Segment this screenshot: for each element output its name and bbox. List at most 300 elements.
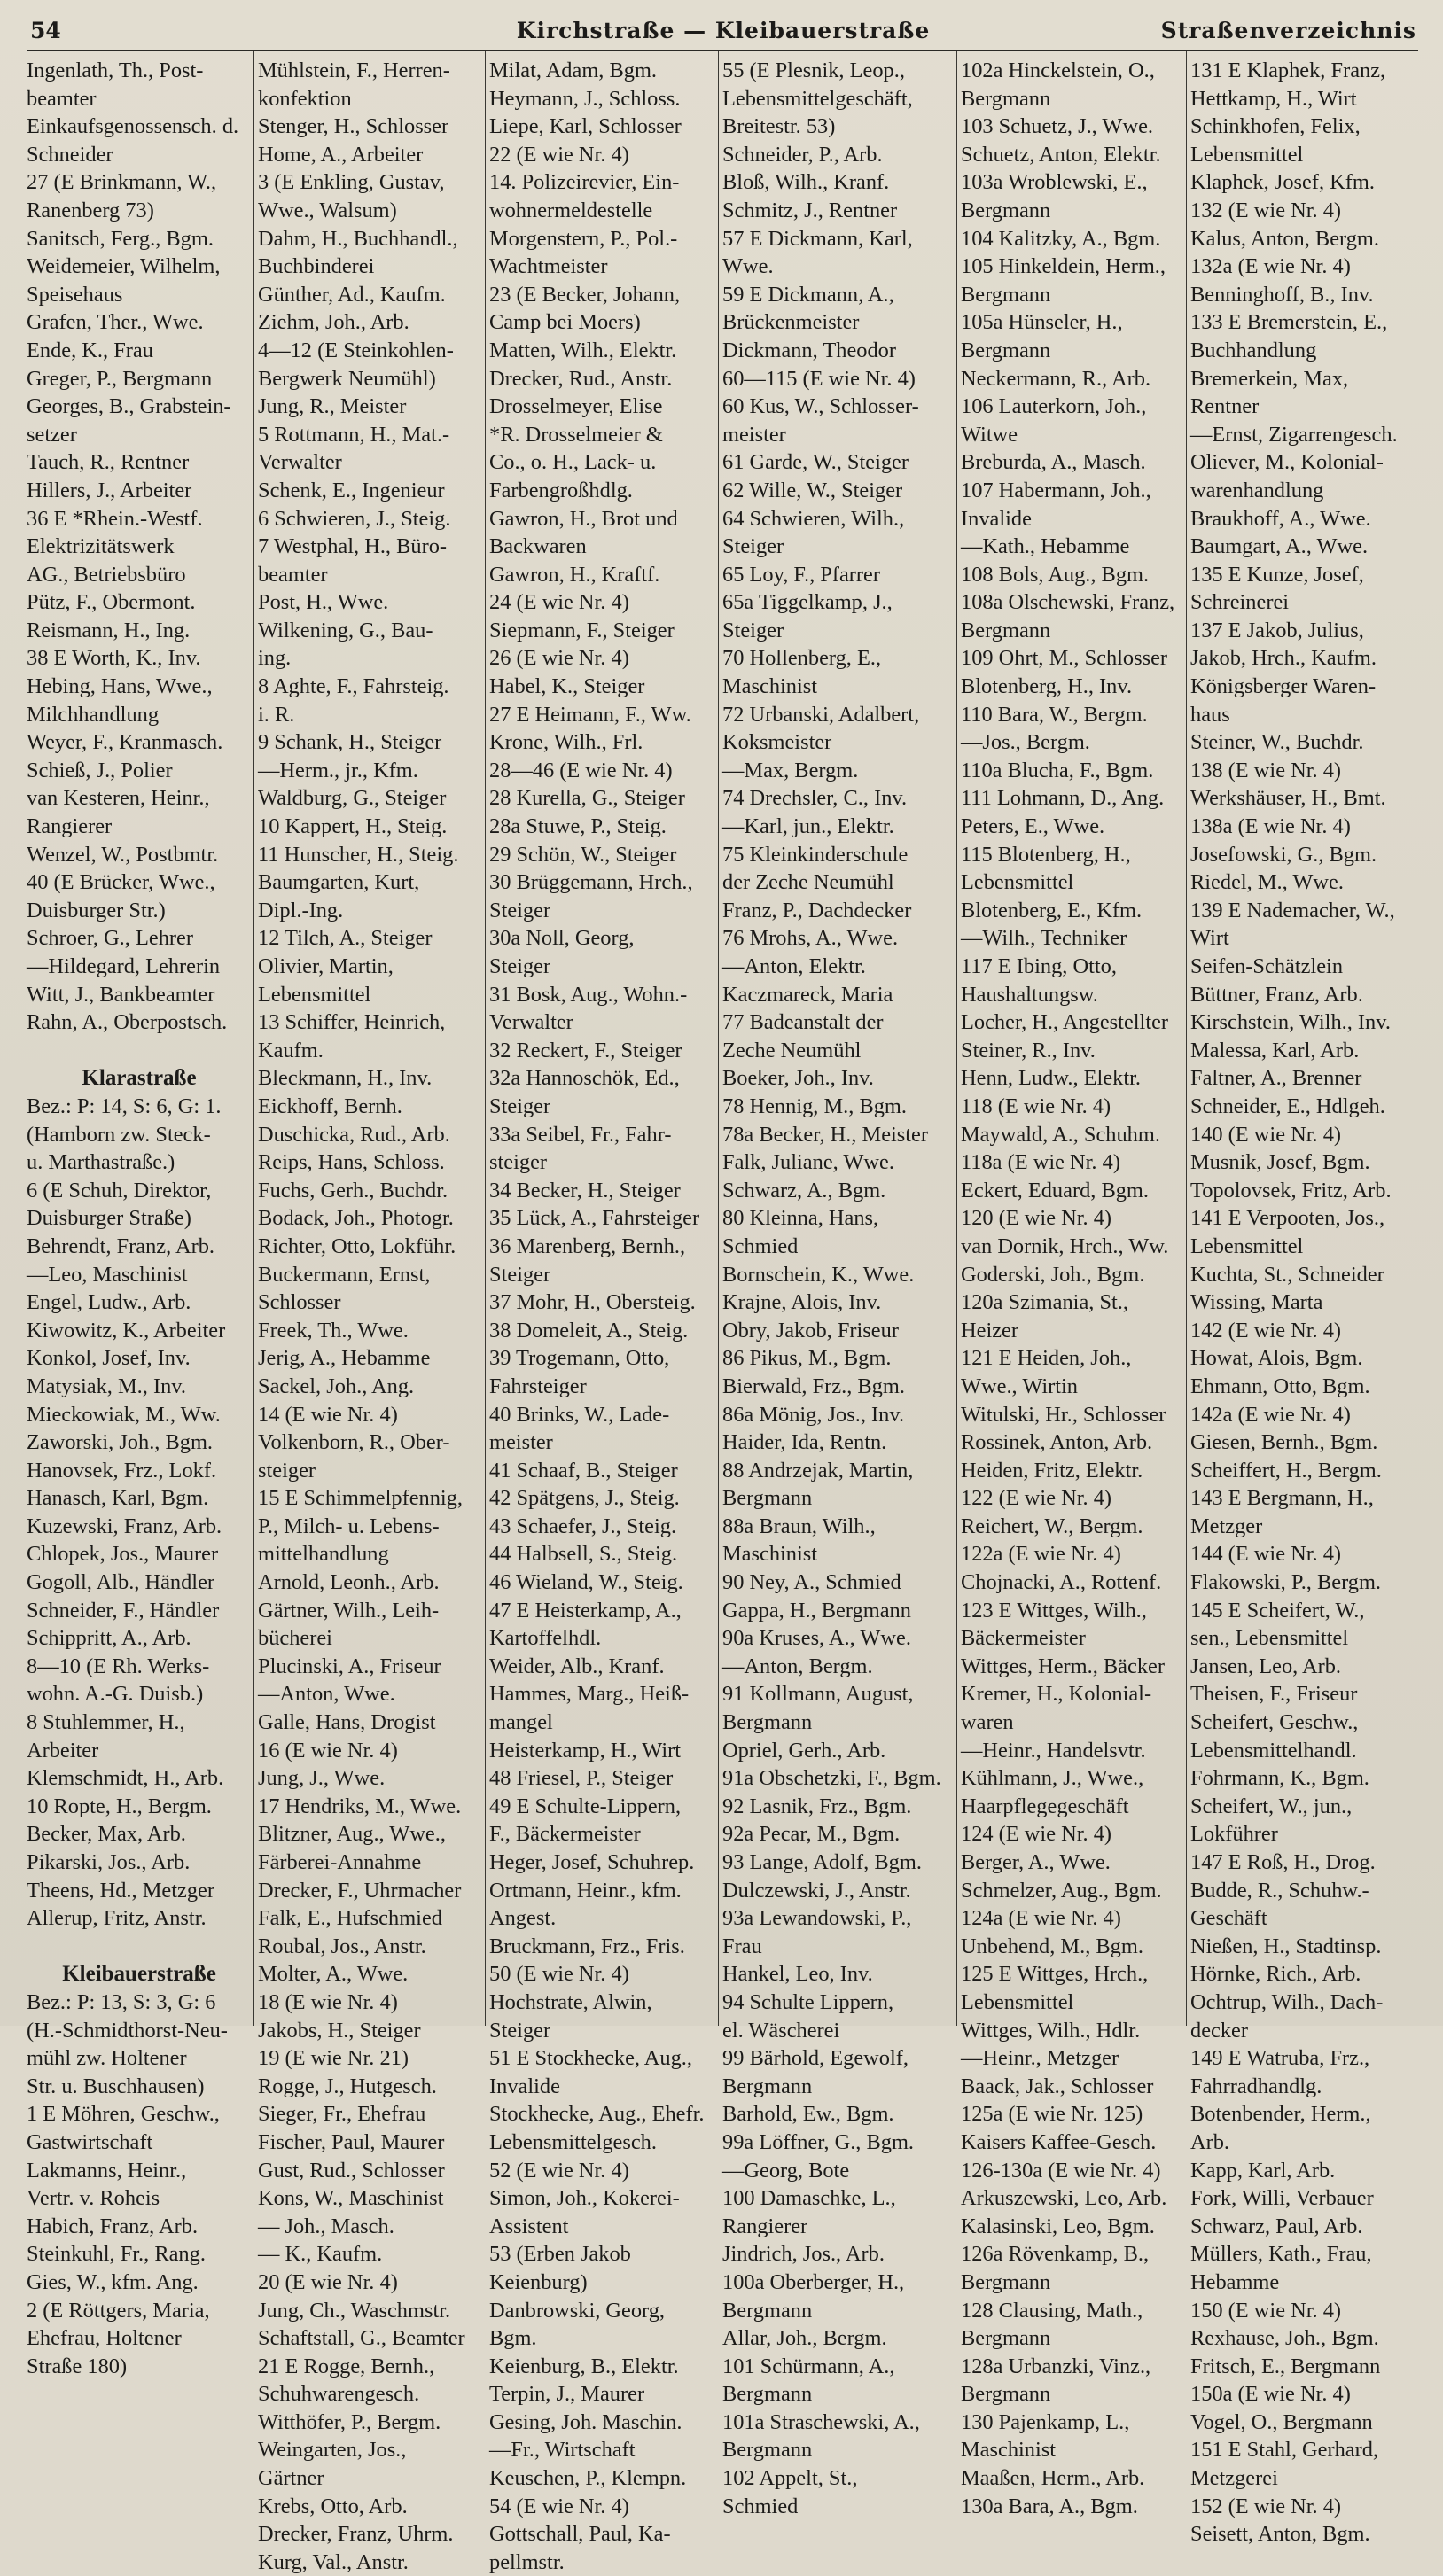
directory-line: Sackel, Joh., Ang.	[258, 1374, 415, 1398]
directory-line: Schinkhofen, Felix,	[1190, 114, 1361, 139]
directory-line: —Anton, Wwe.	[258, 1682, 395, 1707]
street-heading: Kleibauerstraße	[62, 1962, 216, 1987]
column-divider	[1186, 51, 1187, 2026]
directory-line: Chlopek, Jos., Maurer	[27, 1542, 219, 1567]
directory-line: AG., Betriebsbüro	[27, 562, 186, 587]
directory-line: 8 Stuhlemmer, H.,	[27, 1710, 185, 1735]
directory-line: 139 E Nademacher, W.,	[1190, 898, 1395, 922]
directory-line: 151 E Stahl, Gerhard,	[1190, 2438, 1379, 2463]
directory-line: Gesing, Joh. Maschin.	[489, 2409, 682, 2434]
directory-line: Franz, P., Dachdecker	[722, 898, 912, 922]
page-number: 54	[30, 18, 61, 43]
directory-line: Theisen, F., Friseur	[1190, 1682, 1358, 1707]
directory-line: 47 E Heisterkamp, A.,	[489, 1598, 682, 1623]
directory-line: Musnik, Josef, Bgm.	[1190, 1150, 1370, 1175]
header-rule	[27, 50, 1418, 51]
directory-line: Wissing, Marta	[1190, 1290, 1323, 1315]
directory-line: Buchhandlung	[1190, 338, 1317, 362]
directory-line: Kapp, Karl, Arb.	[1190, 2158, 1336, 2183]
directory-line: 126-130a (E wie Nr. 4)	[961, 2158, 1161, 2183]
directory-line: Galle, Hans, Drogist	[258, 1710, 436, 1735]
directory-line: 93 Lange, Adolf, Bgm.	[722, 1850, 922, 1874]
directory-line: Dahm, H., Buchhandl.,	[258, 226, 458, 251]
directory-line: Fritsch, E., Bergmann	[1190, 2354, 1381, 2378]
directory-line: Lebensmittel	[258, 982, 371, 1007]
directory-line: Arkuszewski, Leo, Arb.	[961, 2186, 1167, 2211]
directory-line: 22 (E wie Nr. 4)	[489, 142, 629, 167]
directory-line: 115 Blotenberg, H.,	[961, 842, 1131, 867]
directory-line: —Heinr., Handelsvtr.	[961, 1738, 1146, 1763]
directory-line: —Karl, jun., Elektr.	[722, 814, 894, 839]
directory-line: Steiger	[722, 534, 784, 559]
directory-line: i. R.	[258, 702, 295, 727]
directory-line: haus	[1190, 702, 1230, 727]
directory-line: Breburda, A., Masch.	[961, 450, 1146, 475]
directory-line: Waldburg, G., Steiger	[258, 786, 447, 811]
directory-line: 103 Schuetz, J., Wwe.	[961, 114, 1153, 139]
directory-line: Bergmann	[961, 618, 1051, 642]
directory-line: Dickmann, Theodor	[722, 338, 896, 362]
directory-line: Konkol, Josef, Inv.	[27, 1346, 191, 1371]
directory-line: 32a Hannoschök, Ed.,	[489, 1066, 680, 1091]
directory-line: 40 (E Brücker, Wwe.,	[27, 870, 215, 895]
directory-line: — Joh., Masch.	[258, 2214, 394, 2238]
directory-line: Schlosser	[258, 1290, 341, 1315]
directory-line: 62 Wille, W., Steiger	[722, 478, 903, 502]
directory-line: 14 (E wie Nr. 4)	[258, 1402, 398, 1427]
directory-line: Danbrowski, Georg,	[489, 2298, 666, 2323]
directory-line: Kaczmareck, Maria	[722, 982, 893, 1007]
directory-line: 76 Mrohs, A., Wwe.	[722, 926, 899, 951]
directory-line: 92a Pecar, M., Bgm.	[722, 1822, 901, 1847]
directory-line: Georges, B., Grabstein-	[27, 394, 231, 419]
directory-line: Terpin, J., Maurer	[489, 2382, 645, 2407]
directory-line: 120 (E wie Nr. 4)	[961, 1206, 1112, 1231]
directory-line: P., Milch- u. Lebens-	[258, 1514, 440, 1538]
directory-line: der Zeche Neumühl	[722, 870, 894, 895]
directory-line: 99 Bärhold, Egewolf,	[722, 2046, 909, 2071]
directory-line: Baumgarten, Kurt,	[258, 870, 420, 895]
directory-line: Lebensmittelgesch.	[489, 2129, 657, 2154]
directory-line: Schuetz, Anton, Elektr.	[961, 142, 1161, 167]
directory-line: van Dornik, Hrch., Ww.	[961, 1234, 1169, 1258]
directory-line: 49 E Schulte-Lippern,	[489, 1794, 682, 1818]
directory-line: Hillers, J., Arbeiter	[27, 478, 192, 502]
directory-line: 124 (E wie Nr. 4)	[961, 1822, 1112, 1847]
directory-line: 138a (E wie Nr. 4)	[1190, 814, 1351, 839]
page-title: Kirchstraße — Kleibauerstraße	[516, 18, 931, 43]
directory-line: Witwe	[961, 422, 1018, 447]
directory-line: Steiger	[489, 898, 551, 922]
directory-line: Stenger, H., Schlosser	[258, 114, 449, 139]
directory-line: Koksmeister	[722, 730, 832, 755]
directory-line: Obry, Jakob, Friseur	[722, 1318, 899, 1342]
directory-line: Fork, Willi, Verbauer	[1190, 2186, 1374, 2211]
directory-line: Bez.: P: 14, S: 6, G: 1.	[27, 1093, 222, 1118]
directory-line: Bergmann	[722, 1710, 813, 1735]
directory-line: Mieckowiak, M., Ww.	[27, 1402, 221, 1427]
directory-line: 5 Rottmann, H., Mat.-	[258, 422, 450, 447]
directory-line: Schmitz, J., Rentner	[722, 198, 898, 222]
directory-line: 36 Marenberg, Bernh.,	[489, 1234, 686, 1258]
directory-line: Wwe., Walsum)	[258, 198, 397, 222]
directory-line: 138 (E wie Nr. 4)	[1190, 758, 1342, 782]
directory-line: 10 Ropte, H., Bergm.	[27, 1794, 212, 1818]
directory-line: Baumgart, A., Wwe.	[1190, 534, 1369, 559]
directory-line: 133 E Bremerstein, E.,	[1190, 310, 1388, 335]
directory-line: Steiger	[489, 2018, 551, 2043]
directory-line: Roubal, Jos., Anstr.	[258, 1934, 426, 1958]
directory-line: 107 Habermann, Joh.,	[961, 478, 1151, 502]
directory-line: ing.	[258, 646, 292, 671]
directory-line: Budde, R., Schuhw.-	[1190, 1878, 1369, 1903]
directory-line: Blitzner, Aug., Wwe.,	[258, 1822, 446, 1847]
directory-line: Milchhandlung	[27, 702, 160, 727]
directory-line: Engel, Ludw., Arb.	[27, 1290, 191, 1315]
directory-line: Bremerkein, Max,	[1190, 366, 1349, 391]
directory-line: Bergmann	[722, 2438, 813, 2463]
directory-line: Blotenberg, E., Kfm.	[961, 898, 1143, 922]
directory-line: 30 Brüggemann, Hrch.,	[489, 870, 693, 895]
directory-line: Ende, K., Frau	[27, 338, 153, 362]
directory-line: Henn, Ludw., Elektr.	[961, 1066, 1141, 1091]
directory-line: Kuzewski, Franz, Arb.	[27, 1514, 222, 1538]
directory-line: Bruckmann, Frz., Fris.	[489, 1934, 685, 1958]
directory-line: Braukhoff, A., Wwe.	[1190, 506, 1371, 531]
directory-line: 30a Noll, Georg,	[489, 926, 635, 951]
directory-line: Schieß, J., Polier	[27, 758, 173, 782]
directory-line: Unbehend, M., Bgm.	[961, 1934, 1143, 1958]
directory-line: 144 (E wie Nr. 4)	[1190, 1542, 1342, 1567]
directory-line: Steiner, W., Buchdr.	[1190, 730, 1364, 755]
directory-line: 78a Becker, H., Meister	[722, 1122, 929, 1147]
directory-line: Jansen, Leo, Arb.	[1190, 1654, 1342, 1678]
directory-line: 65a Tiggelkamp, J.,	[722, 590, 893, 615]
directory-line: 100 Damaschke, L.,	[722, 2186, 896, 2211]
directory-line: bücherei	[258, 1626, 332, 1651]
directory-line: 124a (E wie Nr. 4)	[961, 1906, 1121, 1931]
directory-line: Wirt	[1190, 926, 1229, 951]
directory-line: —Herm., jr., Kfm.	[258, 758, 418, 782]
directory-line: Baack, Jak., Schlosser	[961, 2074, 1154, 2098]
directory-line: Gärtner, Wilh., Leih-	[258, 1598, 440, 1623]
directory-line: Vogel, O., Bergmann	[1190, 2409, 1373, 2434]
directory-line: Richter, Otto, Lokführ.	[258, 1234, 456, 1258]
directory-line: 32 Reckert, F., Steiger	[489, 1038, 682, 1062]
directory-line: 101a Straschewski, A.,	[722, 2409, 920, 2434]
directory-line: Riedel, M., Wwe.	[1190, 870, 1344, 895]
directory-line: Stockhecke, Aug., Ehefr.	[489, 2102, 705, 2127]
directory-line: 93a Lewandowski, P.,	[722, 1906, 912, 1931]
directory-line: 74 Drechsler, C., Inv.	[722, 786, 908, 811]
directory-line: wohn. A.-G. Duisb.)	[27, 1682, 204, 1707]
directory-line: 54 (E wie Nr. 4)	[489, 2494, 629, 2518]
directory-line: Hankel, Leo, Inv.	[722, 1962, 873, 1987]
directory-line: waren	[961, 1710, 1014, 1735]
directory-line: Hettkamp, H., Wirt	[1190, 86, 1357, 111]
directory-line: Zaworski, Joh., Bgm.	[27, 1430, 214, 1455]
directory-line: Angest.	[489, 1906, 557, 1931]
directory-line: Lebensmittel	[1190, 1234, 1304, 1258]
directory-line: 90 Ney, A., Schmied	[722, 1570, 901, 1595]
directory-line: Ziehm, Joh., Arb.	[258, 310, 410, 335]
directory-line: Giesen, Bernh., Bgm.	[1190, 1430, 1378, 1455]
directory-line: beamter	[258, 562, 328, 587]
directory-line: Bergmann	[961, 338, 1051, 362]
directory-line: Färberei-Annahme	[258, 1850, 422, 1874]
directory-line: 6 Schwieren, J., Steig.	[258, 506, 451, 531]
directory-line: Kons, W., Maschinist	[258, 2186, 444, 2211]
directory-line: Opriel, Gerh., Arb.	[722, 1738, 886, 1763]
directory-line: Bergmann	[961, 2382, 1051, 2407]
directory-line: Hanasch, Karl, Bgm.	[27, 1486, 209, 1511]
directory-line: Kuchta, St., Schneider	[1190, 1262, 1384, 1287]
directory-line: 38 Domeleit, A., Steig.	[489, 1318, 689, 1342]
directory-line: 27 E Heimann, F., Ww.	[489, 702, 691, 727]
directory-line: 28a Stuwe, P., Steig.	[489, 814, 667, 839]
directory-line: 125a (E wie Nr. 125)	[961, 2102, 1143, 2127]
directory-line: 13 Schiffer, Heinrich,	[258, 1010, 446, 1035]
directory-line: Bäckermeister	[961, 1626, 1086, 1651]
directory-line: Keienburg)	[489, 2269, 588, 2294]
directory-line: Wwe.	[722, 254, 774, 279]
directory-line: 55 (E Plesnik, Leop.,	[722, 58, 905, 82]
directory-line: Haushaltungsw.	[961, 982, 1098, 1007]
directory-line: Schneider, P., Arb.	[722, 142, 883, 167]
directory-line: konfektion	[258, 86, 352, 111]
directory-line: Maywald, A., Schuhm.	[961, 1122, 1160, 1147]
directory-line: wohnermeldestelle	[489, 198, 653, 222]
directory-line: Kalasinski, Leo, Bgm.	[961, 2214, 1155, 2238]
directory-line: Ehmann, Otto, Bgm.	[1190, 1374, 1370, 1398]
directory-line: meister	[722, 422, 786, 447]
directory-line: 50 (E wie Nr. 4)	[489, 1962, 629, 1987]
directory-line: u. Marthastraße.)	[27, 1150, 176, 1175]
directory-line: 40 Brinks, W., Lade-	[489, 1402, 670, 1427]
directory-line: Steiger	[489, 1262, 551, 1287]
directory-line: Matten, Wilh., Elektr.	[489, 338, 677, 362]
directory-line: Schneider	[27, 142, 113, 167]
directory-line: 23 (E Becker, Johann,	[489, 282, 681, 307]
directory-line: 14. Polizeirevier, Ein-	[489, 170, 680, 195]
directory-line: 6 (E Schuh, Direktor,	[27, 1178, 212, 1202]
directory-line: F., Bäckermeister	[489, 1822, 641, 1847]
directory-line: Heger, Josef, Schuhrep.	[489, 1850, 695, 1874]
directory-line: 88 Andrzejak, Martin,	[722, 1458, 914, 1483]
directory-line: Hammes, Marg., Heiß-	[489, 1682, 690, 1707]
directory-line: Nießen, H., Stadtinsp.	[1190, 1934, 1382, 1958]
directory-line: 117 E Ibing, Otto,	[961, 954, 1117, 978]
directory-line: Schneider, E., Hdlgeh.	[1190, 1093, 1385, 1118]
directory-line: 16 (E wie Nr. 4)	[258, 1738, 398, 1763]
directory-line: Seifen-Schätzlein	[1190, 954, 1344, 978]
directory-line: 77 Badeanstalt der	[722, 1010, 884, 1035]
directory-line: Schreinerei	[1190, 590, 1290, 615]
directory-line: 33a Seibel, Fr., Fahr-	[489, 1122, 672, 1147]
directory-line: Maschinist	[961, 2438, 1057, 2463]
directory-line: Scheiffert, H., Bergm.	[1190, 1458, 1382, 1483]
directory-line: Scheifert, Geschw.,	[1190, 1710, 1359, 1735]
directory-line: Howat, Alois, Bgm.	[1190, 1346, 1363, 1371]
directory-line: 108 Bols, Aug., Bgm.	[961, 562, 1150, 587]
directory-line: 101 Schürmann, A.,	[722, 2354, 895, 2378]
directory-line: 36 E *Rhein.-Westf.	[27, 506, 203, 531]
directory-line: Haider, Ida, Rentn.	[722, 1430, 887, 1455]
directory-line: —Kath., Hebamme	[961, 534, 1130, 559]
directory-line: Liepe, Karl, Schlosser	[489, 114, 682, 139]
directory-line: Elektrizitätswerk	[27, 534, 175, 559]
directory-line: —Wilh., Techniker	[961, 926, 1127, 951]
directory-line: Brückenmeister	[722, 310, 860, 335]
directory-line: Matysiak, M., Inv.	[27, 1374, 186, 1398]
directory-line: Hörnke, Rich., Arb.	[1190, 1962, 1361, 1987]
directory-line: — K., Kaufm.	[258, 2242, 383, 2267]
directory-line: Rangierer	[722, 2214, 808, 2238]
directory-line: Lebensmittelgeschäft,	[722, 86, 913, 111]
directory-line: Kremer, H., Kolonial-	[961, 1682, 1152, 1707]
directory-line: Schmelzer, Aug., Bgm.	[961, 1878, 1162, 1903]
directory-line: Simon, Joh., Kokerei-	[489, 2186, 680, 2211]
directory-line: Eickhoff, Bernh.	[258, 1093, 402, 1118]
directory-line: Hanovsek, Frz., Lokf.	[27, 1458, 217, 1483]
directory-line: Bloß, Wilh., Kranf.	[722, 170, 890, 195]
directory-line: Dipl.-Ing.	[258, 898, 344, 922]
directory-line: Barhold, Ew., Bgm.	[722, 2102, 894, 2127]
directory-line: Bgm.	[489, 2326, 537, 2351]
directory-line: Falk, E., Hufschmied	[258, 1906, 442, 1931]
directory-line: Bez.: P: 13, S: 3, G: 6	[27, 1989, 216, 2014]
directory-line: mühl zw. Holtener	[27, 2046, 187, 2071]
directory-line: Home, A., Arbeiter	[258, 142, 424, 167]
directory-line: 37 Mohr, H., Obersteig.	[489, 1290, 696, 1315]
directory-line: Volkenborn, R., Ober-	[258, 1430, 450, 1455]
directory-line: Gawron, H., Brot und	[489, 506, 678, 531]
directory-line: Drecker, Rud., Anstr.	[489, 366, 673, 391]
directory-line: Wwe., Wirtin	[961, 1374, 1079, 1398]
directory-line: 99a Löffner, G., Bgm.	[722, 2129, 915, 2154]
directory-line: 102a Hinckelstein, O.,	[961, 58, 1155, 82]
directory-line: Wittges, Herm., Bäcker	[961, 1654, 1165, 1678]
directory-line: Schroer, G., Lehrer	[27, 926, 193, 951]
directory-line: —Heinr., Metzger	[961, 2046, 1119, 2071]
directory-line: warenhandlung	[1190, 478, 1324, 502]
directory-line: Oliever, M., Kolonial-	[1190, 450, 1384, 475]
directory-line: 51 E Stockhecke, Aug.,	[489, 2046, 692, 2071]
directory-line: Mühlstein, F., Herren-	[258, 58, 450, 82]
directory-line: 28 Kurella, G., Steiger	[489, 786, 685, 811]
directory-line: 100a Oberberger, H.,	[722, 2269, 905, 2294]
directory-line: 145 E Scheifert, W.,	[1190, 1598, 1365, 1623]
directory-line: 88a Braun, Wilh.,	[722, 1514, 876, 1538]
directory-line: Allar, Joh., Bergm.	[722, 2326, 887, 2351]
directory-line: Königsberger Waren-	[1190, 674, 1377, 699]
directory-line: Duschicka, Rud., Arb.	[258, 1122, 450, 1147]
directory-line: Weingarten, Jos.,	[258, 2438, 407, 2463]
directory-line: Tauch, R., Rentner	[27, 450, 190, 475]
directory-line: 111 Lohmann, D., Ang.	[961, 786, 1165, 811]
directory-line: Goderski, Joh., Bgm.	[961, 1262, 1145, 1287]
directory-line: 135 E Kunze, Josef,	[1190, 562, 1364, 587]
directory-line: 103a Wroblewski, E.,	[961, 170, 1148, 195]
directory-line: Schmied	[722, 1234, 799, 1258]
directory-line: 105a Hünseler, H.,	[961, 310, 1123, 335]
directory-line: Pikarski, Jos., Arb.	[27, 1850, 191, 1874]
directory-line: Keienburg, B., Elektr.	[489, 2354, 679, 2378]
directory-line: pellmstr.	[489, 2549, 565, 2574]
column-divider	[485, 51, 486, 2026]
directory-line: Krajne, Alois, Inv.	[722, 1290, 882, 1315]
directory-line: Neckermann, R., Arb.	[961, 366, 1151, 391]
directory-line: Bornschein, K., Wwe.	[722, 1262, 915, 1287]
directory-line: Bergmann	[722, 2382, 813, 2407]
directory-line: 8 Aghte, F., Fahrsteig.	[258, 674, 449, 699]
directory-line: Wittges, Wilh., Hdlr.	[961, 2018, 1141, 2043]
directory-line: Ochtrup, Wilh., Dach-	[1190, 1989, 1384, 2014]
directory-line: Kühlmann, J., Wwe.,	[961, 1766, 1144, 1791]
directory-line: 122a (E wie Nr. 4)	[961, 1542, 1121, 1567]
directory-line: Verwalter	[258, 450, 342, 475]
directory-line: el. Wäscherei	[722, 2018, 840, 2043]
directory-line: Bergmann	[722, 2074, 813, 2098]
directory-line: —Anton, Bergm.	[722, 1654, 873, 1678]
directory-line: Maschinist	[722, 1542, 818, 1567]
directory-line: Flakowski, P., Bergm.	[1190, 1570, 1382, 1595]
directory-line: Steiger	[722, 618, 784, 642]
directory-line: 35 Lück, A., Fahrsteiger	[489, 1206, 700, 1231]
directory-line: Falk, Juliane, Wwe.	[722, 1150, 894, 1175]
directory-line: mittelhandlung	[258, 1542, 389, 1567]
directory-line: 132 (E wie Nr. 4)	[1190, 198, 1342, 222]
column-2	[258, 57, 483, 2574]
directory-line: Jung, J., Wwe.	[258, 1766, 386, 1791]
directory-line: Sanitsch, Ferg., Bgm.	[27, 226, 214, 251]
directory-line: 34 Becker, H., Steiger	[489, 1178, 681, 1202]
directory-line: 102 Appelt, St.,	[722, 2466, 858, 2491]
directory-line: Seisett, Anton, Bgm.	[1190, 2522, 1370, 2547]
directory-line: 17 Hendriks, M., Wwe.	[258, 1794, 462, 1818]
directory-line: Bergmann	[722, 1486, 813, 1511]
directory-line: Chojnacki, A., Rottenf.	[961, 1570, 1162, 1595]
directory-line: 152 (E wie Nr. 4)	[1190, 2494, 1342, 2518]
directory-line: Heizer	[961, 1318, 1018, 1342]
directory-line: 130a Bara, A., Bgm.	[961, 2494, 1138, 2518]
directory-line: Klemschmidt, H., Arb.	[27, 1766, 224, 1791]
directory-line: Peters, E., Wwe.	[961, 814, 1105, 839]
directory-line: Duisburger Str.)	[27, 898, 166, 922]
directory-line: Frau	[722, 1934, 762, 1958]
directory-line: 11 Hunscher, H., Steig.	[258, 842, 459, 867]
directory-line: 130 Pajenkamp, L.,	[961, 2409, 1130, 2434]
directory-line: 21 E Rogge, Bernh.,	[258, 2354, 435, 2378]
directory-line: Witt, J., Bankbeamter	[27, 982, 215, 1007]
directory-line: Rentner	[1190, 394, 1260, 419]
directory-line: 65 Loy, F., Pfarrer	[722, 562, 880, 587]
directory-line	[27, 1933, 252, 1961]
directory-line: Hebamme	[1190, 2269, 1280, 2294]
directory-line: —Leo, Maschinist	[27, 1262, 188, 1287]
directory-line: 52 (E wie Nr. 4)	[489, 2158, 629, 2183]
directory-line: setzer	[27, 422, 77, 447]
directory-line: 57 E Dickmann, Karl,	[722, 226, 913, 251]
directory-line: Buckermann, Ernst,	[258, 1262, 431, 1287]
directory-line: Plucinski, A., Friseur	[258, 1654, 441, 1678]
directory-line: Kiwowitz, K., Arbeiter	[27, 1318, 226, 1342]
directory-line: mangel	[489, 1710, 553, 1735]
directory-line: Faltner, A., Brenner	[1190, 1066, 1362, 1091]
directory-line: —Ernst, Zigarrengesch.	[1190, 422, 1398, 447]
directory-line: sen., Lebensmittel	[1190, 1626, 1349, 1651]
directory-line: Kartoffelhdl.	[489, 1626, 602, 1651]
